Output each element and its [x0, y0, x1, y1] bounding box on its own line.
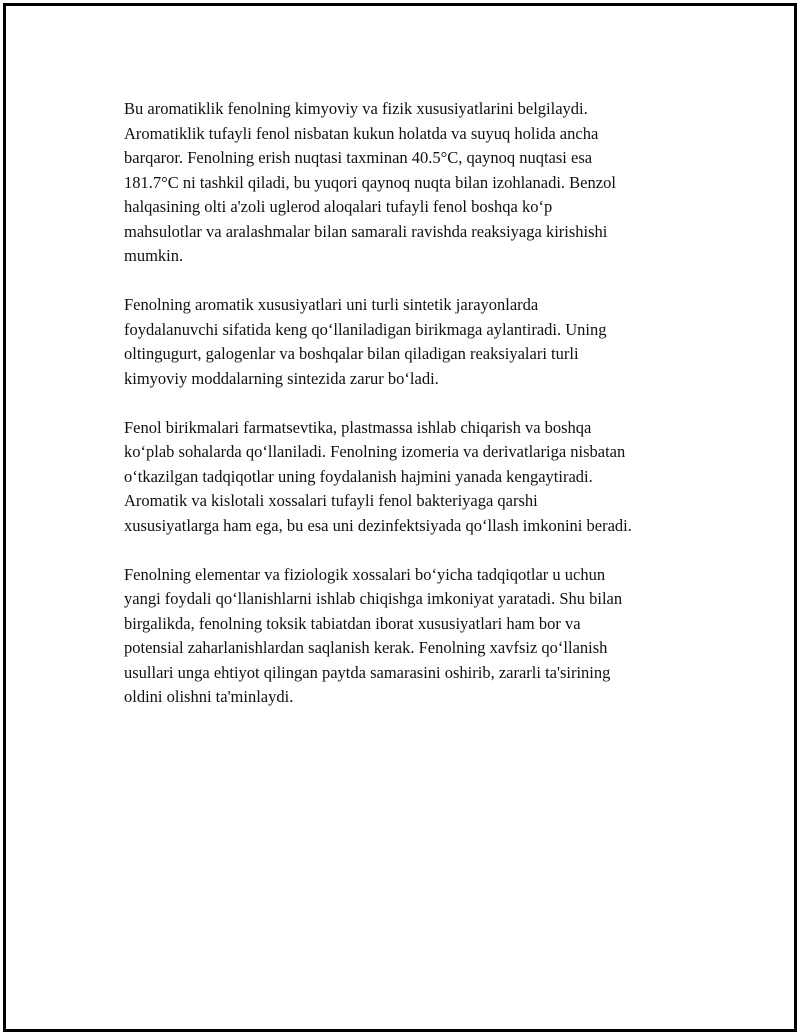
paragraph-line: oldini olishni ta'minlaydi. — [124, 687, 294, 706]
paragraph-line: halqasining olti a'zoli uglerod aloqalari tufayli fenol boshqa koʻp — [124, 197, 553, 216]
paragraph-line: 181.7°C ni tashkil qiladi, bu yuqori qaynoq nuqta bilan izohlanadi. Benzol — [124, 172, 616, 192]
page-frame — [3, 3, 797, 1032]
paragraph-line: Fenol birikmalari farmatsevtika, plastmassa ishlab chiqarish va boshqa — [124, 417, 592, 437]
paragraph-line: Fenolning elementar va fiziologik xossalari boʻyicha tadqiqotlar u uchun — [124, 564, 606, 584]
paragraph-line: Fenolning aromatik xususiyatlari uni turli sintetik jarayonlarda — [124, 295, 539, 314]
paragraph-line: Aromatik va kislotali xossalari tufayli fenol bakteriyaga qarshi — [124, 491, 538, 510]
paragraph-line: Aromatiklik tufayli fenol nisbatan kukun holatda va suyuq holida ancha — [124, 123, 599, 143]
paragraph-4 — [124, 563, 704, 710]
paragraph-line: xususiyatlarga ham ega, bu esa uni dezinfektsiyada qoʻllash imkonini beradi. — [124, 515, 632, 535]
paragraph-line: kimyoviy moddalarning sintezida zarur boʻladi. — [124, 368, 439, 388]
paragraph-line: potensial zaharlanishlardan saqlanish kerak. Fenolning xavfsiz qoʻllanish — [124, 638, 608, 657]
paragraph-line: birgalikda, fenolning toksik tabiatdan iborat xususiyatlari ham bor va — [124, 613, 581, 633]
paragraph-line: mahsulotlar va aralashmalar bilan samarali ravishda reaksiyaga kirishishi — [124, 221, 608, 241]
paragraph-line: foydalanuvchi sifatida keng qoʻllaniladigan birikmaga aylantiradi. Uning — [124, 319, 607, 339]
paragraph-line: Bu aromatiklik fenolning kimyoviy va fizik xususiyatlarini belgilaydi. — [124, 99, 588, 118]
paragraph-line: yangi foydali qoʻllanishlarni ishlab chiqishga imkoniyat yaratadi. Shu bilan — [124, 589, 623, 608]
paragraph-2 — [124, 293, 704, 391]
paragraph-line: barqaror. Fenolning erish nuqtasi taxminan 40.5°C, qaynoq nuqtasi esa — [124, 148, 593, 167]
paragraph-line: oltingugurt, galogenlar va boshqalar bilan qiladigan reaksiyalari turli — [124, 344, 579, 363]
paragraph-line: oʻtkazilgan tadqiqotlar uning foydalanish hajmini yanada kengaytiradi. — [124, 466, 593, 486]
paragraph-line: usullari unga ehtiyot qilingan paytda samarasini oshirib, zararli ta'sirining — [124, 662, 611, 682]
document-body — [124, 97, 704, 734]
paragraph-line: koʻplab sohalarda qoʻllaniladi. Fenolning izomeria va derivatlariga nisbatan — [124, 442, 626, 461]
paragraph-3 — [124, 416, 704, 539]
paragraph-line: mumkin. — [124, 246, 184, 265]
paragraph-1 — [124, 97, 704, 269]
